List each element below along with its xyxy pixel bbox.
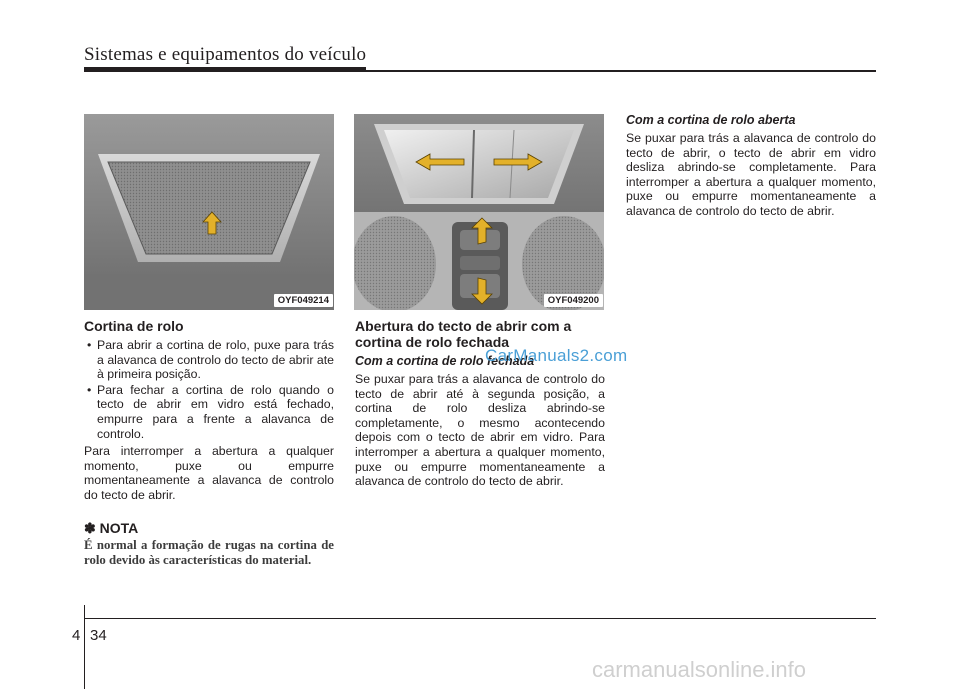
- footer-rule: [84, 618, 876, 619]
- figure-code: OYF049200: [544, 294, 603, 307]
- roller-blind-illustration: [84, 114, 334, 310]
- section-subtitle: Com a cortina de rolo fechada: [355, 354, 535, 368]
- figure-code: OYF049214: [274, 294, 333, 307]
- sunroof-console-figure: [354, 114, 604, 310]
- section-subtitle: Com a cortina de rolo aberta: [626, 113, 796, 127]
- paragraph: Para interromper a abertura a qualquer momento, puxe ou empurre momentaneamente a alavanca de controlo do tecto de abrir.: [84, 444, 334, 502]
- section-title: Abertura do tecto de abrir com a cortina de rolo fechada: [355, 318, 572, 350]
- column-middle: [355, 318, 605, 489]
- watermark: CarManuals2.com: [485, 346, 628, 365]
- column-left: [84, 318, 334, 568]
- list-item: • Para abrir a cortina de rolo, puxe para trás a alavanca de controlo do tecto de abrir ate à primeira posição.: [84, 338, 334, 382]
- header-rule-thin: [366, 70, 876, 72]
- footer-watermark: carmanualsonline.info: [592, 657, 807, 682]
- section-title: Cortina de rolo: [84, 318, 184, 334]
- page-header-title: Sistemas e equipamentos do veículo: [84, 44, 367, 65]
- bullet-list: [84, 338, 334, 441]
- chapter-number: 4: [72, 627, 81, 644]
- footer-divider: [84, 605, 85, 689]
- sunroof-console-illustration: [354, 114, 604, 310]
- page-number: 34: [90, 627, 107, 644]
- paragraph: Se puxar para trás a alavanca de controlo do tecto de abrir, o tecto de abrir em vidro desliza abrindo-se completamente. Para interromper a abertura a qualquer momento, puxe ou empurre momentaneamente a alavanca de controlo do tecto de abrir.: [626, 131, 876, 218]
- list-item: • Para fechar a cortina de rolo quando o tecto de abrir em vidro está fechado, empurre para a frente a alavanca de controlo.: [84, 383, 334, 441]
- roller-blind-figure: [84, 114, 334, 310]
- paragraph: Se puxar para trás a alavanca de controlo do tecto de abrir até à segunda posição, a cortina de rolo desliza abrindo-se completamente, o mesmo acontecendo depois com o tecto de abrir em vidro. Para interromper a abertura a qualquer momento, puxe ou empurre momentaneamente a alavanca de controlo do tecto de abrir.: [355, 372, 605, 489]
- note-text: É normal a formação de rugas na cortina de rolo devido às características do material.: [84, 538, 334, 568]
- column-right: [626, 110, 876, 219]
- note-title: ✽ NOTA: [84, 519, 139, 536]
- header-rule: [84, 67, 366, 72]
